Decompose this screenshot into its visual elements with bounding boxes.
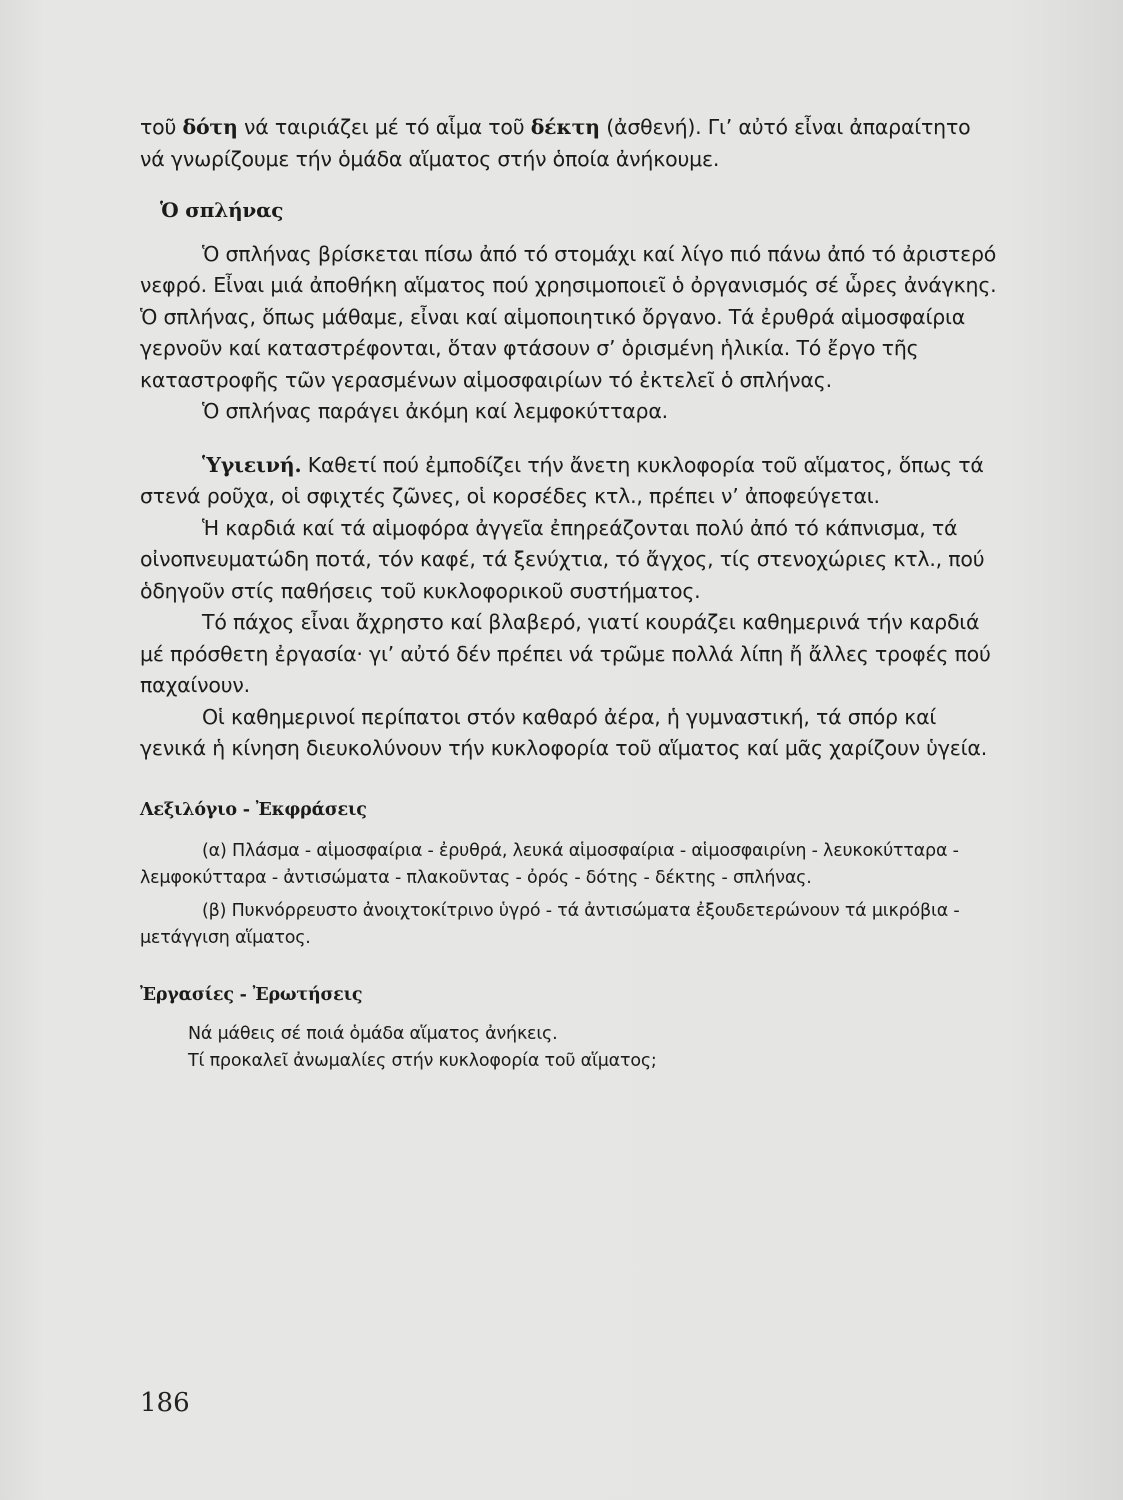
exercises-section <box>140 982 1000 1075</box>
vocabulary-section <box>140 797 1000 952</box>
vocabulary-heading: Λεξιλόγιο - Ἐκφράσεις <box>140 799 367 820</box>
term-donor: δότη <box>182 115 238 139</box>
hygiene-paragraph-2: Ἡ καρδιά καί τά αἱμοφόρα ἀγγεῖα ἐπηρεάζονται πολύ ἀπό τό κάπνισμα, τά οἰνοπνευματώδη ποτά, τόν καφέ, τά ξενύχτια, τό ἄγχος, τίς στενοχώριες κτλ., πού ὁδηγοῦν στίς παθήσεις τοῦ κυκλοφορικοῦ συστήματος. <box>140 515 985 603</box>
term-recipient: δέκτη <box>530 115 600 139</box>
section-heading-spleen: Ὁ σπλήνας <box>160 198 284 222</box>
intro-paragraph: τοῦ δότη νά ταιριάζει μέ τό αἷμα τοῦ δέκτη (ἀσθενή). Γι’ αὐτό εἶναι ἀπαραίτητο νά γνωρίζουμε τήν ὁμάδα αἵματος στήν ὁποία ἀνήκουμε. <box>140 115 971 171</box>
exercise-question-2: Τί προκαλεῖ ἀνωμαλίες στήν κυκλοφορία τοῦ αἵματος; <box>188 1050 657 1071</box>
hygiene-paragraph-1: Ὑγιεινή. Καθετί πού ἐμποδίζει τήν ἄνετη κυκλοφορία τοῦ αἵματος, ὅπως τά στενά ροῦχα, οἱ σφιχτές ζῶνες, οἱ κορσέδες κτλ., πρέπει ν’ ἀποφεύγεται. <box>140 452 984 508</box>
hygiene-label: Ὑγιεινή. <box>202 452 302 477</box>
page-number: 186 <box>140 1388 190 1418</box>
vocabulary-item-b: (β) Πυκνόρρευστο ἀνοιχτοκίτρινο ὑγρό - τά ἀντισώματα ἐξουδετερώνουν τά μικρόβια - μετάγγιση αἵματος. <box>140 900 960 948</box>
vocabulary-item-a: (α) Πλάσμα - αἱμοσφαίρια - ἐρυθρά, λευκά αἱμοσφαίρια - αἱμοσφαιρίνη - λευκοκύτταρα - λεμφοκύτταρα - ἀντισώματα - πλακοῦντας - ὀρός - δότης - δέκτης - σπλήνας. <box>140 840 959 888</box>
spleen-paragraph-1: Ὁ σπλήνας βρίσκεται πίσω ἀπό τό στομάχι καί λίγο πιό πάνω ἀπό τό ἀριστερό νεφρό. Εἶναι μιά ἀποθήκη αἵματος πού χρησιμοποιεῖ ὁ ὀργανισμός σέ ὧρες ἀνάγκης. Ὁ σπλήνας, ὅπως μάθαμε, εἶναι καί αἱμοποιητικό ὄργανο. Τά ἐρυθρά αἱμοσφαίρια γερνοῦν καί καταστρέφονται, ὅταν φτάσουν σ’ ὁρισμένη ἡλικία. Τό ἔργο τῆς καταστροφῆς τῶν γερασμένων αἱμοσφαιρίων τό ἐκτελεῖ ὁ σπλήνας. <box>140 241 997 392</box>
exercises-heading: Ἐργασίες - Ἐρωτήσεις <box>140 984 363 1005</box>
hygiene-paragraph-4: Οἱ καθημερινοί περίπατοι στόν καθαρό ἀέρα, ἡ γυμναστική, τά σπόρ καί γενικά ἡ κίνηση διευκολύνουν τήν κυκλοφορία τοῦ αἵματος καί μᾶς χαρίζουν ὑγεία. <box>140 704 988 760</box>
exercise-question-1: Νά μάθεις σέ ποιά ὁμάδα αἵματος ἀνήκεις. <box>188 1023 558 1044</box>
hygiene-paragraph-3: Τό πάχος εἶναι ἄχρηστο καί βλαβερό, γιατί κουράζει καθημερινά τήν καρδιά μέ πρόσθετη ἐργασία· γι’ αὐτό δέν πρέπει νά τρῶμε πολλά λίπη ἤ ἄλλες τροφές πού παχαίνουν. <box>140 610 991 697</box>
page-content <box>140 112 1000 1075</box>
spleen-paragraph-2: Ὁ σπλήνας παράγει ἀκόμη καί λεμφοκύτταρα. <box>202 399 668 423</box>
